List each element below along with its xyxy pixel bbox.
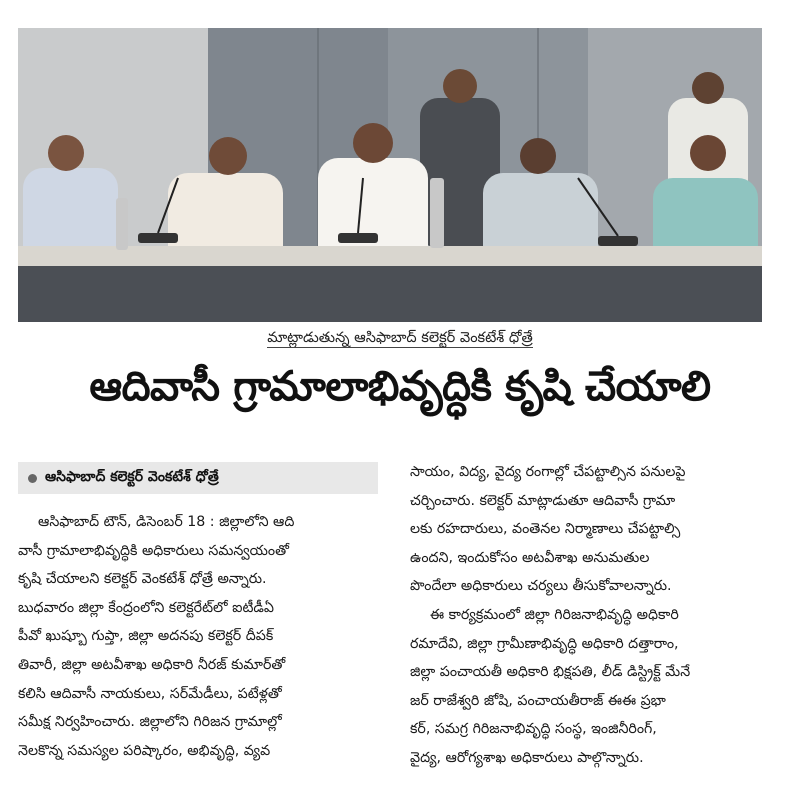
article-line: జర్ రాజేశ్వరి జోషి, పంచాయతీరాజ్ ఈఈ ప్రభా: [410, 692, 666, 709]
article-line: కృషి చేయాలని కలెక్టర్ వెంకటేశ్ ధోత్రే అన్నారు.: [18, 571, 267, 588]
article-line: తివారీ, జిల్లా అటవీశాఖ అధికారి నీరజ్ కుమార్‌తో: [18, 656, 286, 673]
article-line: సాయం, విద్య, వైద్య రంగాల్లో చేపట్టాల్సిన పనులపై: [410, 464, 686, 480]
article-line: ఈ కార్యక్రమంలో జిల్లా గిరిజనాభివృద్ధి అధికారి: [430, 606, 679, 623]
article-line: నెలకొన్న సమస్యల పరిష్కారం, అభివృద్ధి, వ్యవ: [18, 742, 271, 759]
article-line: చర్చించారు. కలెక్టర్ మాట్లాడుతూ ఆదివాసీ గ్రామా: [410, 492, 676, 509]
article-line: కర్, సమగ్ర గిరిజనాభివృద్ధి సంస్థ, ఇంజినీరింగ్,: [410, 721, 657, 738]
article-column-right: [410, 458, 782, 773]
byline-box: [18, 462, 378, 494]
article-line: పీవో ఖుష్బూ గుప్తా, జిల్లా అదనపు కలెక్టర్ దీపక్: [18, 628, 274, 645]
article-headline: ఆదివాసీ గ్రామాలాభివృద్ధికి కృషి చేయాలి: [89, 362, 711, 410]
article-line: వాసీ గ్రామాలాభివృద్ధికి అధికారులు సమన్వయంతో: [18, 542, 289, 559]
article-line: వైద్య, ఆరోగ్యశాఖ అధికారులు పాల్గొన్నారు.: [410, 749, 644, 766]
article-line: జిల్లా పంచాయతీ అధికారి భిక్షపతి, లీడ్ డిస్ట్రిక్ట్ మేనే: [410, 664, 691, 681]
article-line: లకు రహదారులు, వంతెనల నిర్మాణాలు చేపట్టాల్సి: [410, 521, 681, 538]
article-line: సమీక్ష నిర్వహించారు. జిల్లాలోని గిరిజన గ్రామాల్లో: [18, 714, 282, 731]
news-photo: [18, 28, 762, 322]
byline-text: ఆసిఫాబాద్ కలెక్టర్ వెంకటేశ్ ధోత్రే: [45, 468, 219, 485]
article-line: రమాదేవి, జిల్లా గ్రామీణాభివృద్ధి అధికారి దత్తారాం,: [410, 635, 679, 652]
photo-caption: [0, 330, 800, 350]
article-line: ఆసిఫాబాద్ టౌన్, డిసెంబర్ 18 : జిల్లాలోని ఆది: [38, 514, 295, 530]
article-line: పొందేలా అధికారులు చర్యలు తీసుకోవాలన్నారు.: [410, 578, 672, 595]
photo-caption-text: మాట్లాడుతున్న ఆసిఫాబాద్ కలెక్టర్ వెంకటేశ్ ధోత్రే: [267, 330, 533, 346]
article-line: బుధవారం జిల్లా కేంద్రంలోని కలెక్టరేట్‌లో ఐటీడీఏ: [18, 599, 275, 616]
article-line: కలిసి ఆదివాసీ నాయకులు, సర్‌మేడీలు, పటేళ్లతో: [18, 685, 282, 702]
article-column-left: [18, 508, 390, 765]
article-line: ఉందని, ఇందుకోసం అటవీశాఖ అనుమతుల: [410, 549, 650, 566]
meeting-photo-illustration: [18, 28, 762, 322]
bullet-icon: [28, 474, 37, 483]
